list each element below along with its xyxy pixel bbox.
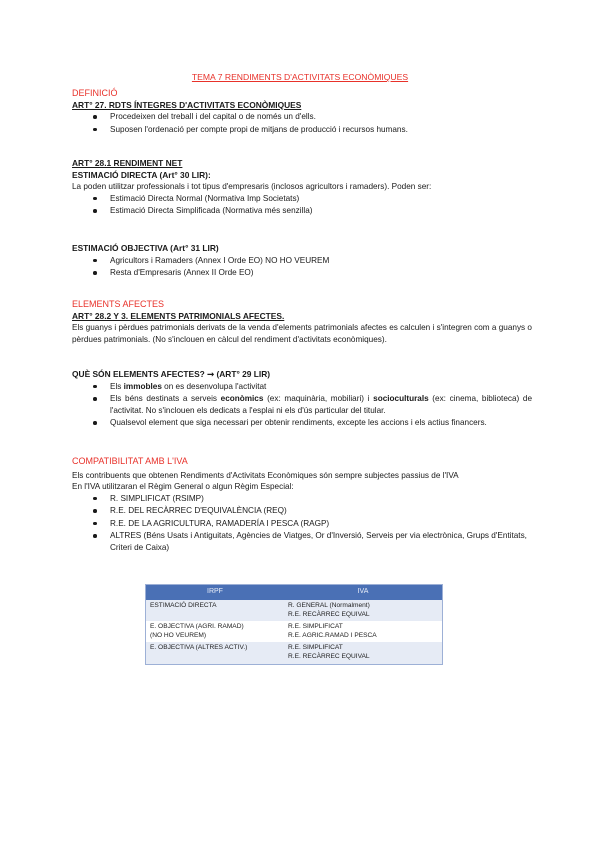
list-item: Procedeixen del treball i del capital o de només un d'ells. (72, 111, 532, 123)
estimacio-directa-text: La poden utilitzar professionals i tot tipus d'empresaris (inclosos agricultors i ramaders). Poden ser: (72, 182, 432, 191)
que-son-list (72, 381, 532, 429)
text-run: Els (110, 381, 124, 391)
cell-line: R.E. SIMPLIFICAT (288, 623, 343, 631)
list-item: R.E. DEL RECÀRREC D'EQUIVALÈNCIA (REQ) (72, 505, 532, 517)
section-rendiment-net (72, 158, 532, 218)
list-item: ALTRES (Béns Usats i Antiguitats, Agències de Viatges, Or d'Inversió, Serveis per via electrònica, Grups d'Entitats, Criteri de Caixa) (72, 530, 532, 553)
table-header-row (146, 585, 443, 601)
column-header-irpf: IRPF (146, 585, 285, 601)
text-run: Els béns destinats a serveis (110, 394, 221, 403)
que-son-title-b: (ART° 29 LIR) (216, 369, 271, 379)
elements-art-title: ART° 28.2 Y 3. ELEMENTS PATRIMONIALS AFECTES. (72, 310, 285, 321)
section-elements-afectes (72, 299, 532, 345)
list-item: Suposen l'ordenació per compte propi de mitjans de producció i recursos humans. (72, 124, 532, 136)
text-run: (ex: maquinària, mobiliari) i (263, 394, 374, 403)
table-cell: ESTIMACIÓ DIRECTA (146, 600, 285, 621)
list-item: Estimació Directa Simplificada (Normativa més senzilla) (72, 205, 532, 217)
text-run: on es desenvolupa l'activitat (161, 381, 267, 391)
que-son-title (72, 369, 532, 381)
cell-line: R.E. AGRIC.RAMAD I PESCA (288, 631, 377, 639)
table-cell: E. OBJECTIVA (ALTRES ACTIV.) (146, 642, 285, 664)
iva-regims-list (72, 493, 532, 554)
art27-title: ART° 27. RDTS ÍNTEGRES D'ACTIVITATS ECONÒMIQUES (72, 99, 302, 110)
list-item: R.E. DE LA AGRICULTURA, RAMADERÍA I PESCA (RAGP) (72, 518, 532, 530)
iva-text-1: Els contribuents que obtenen Rendiments d'Activitats Econòmiques són sempre subjectes passius de l'IVA (72, 470, 459, 480)
text-bold: immobles (123, 381, 162, 391)
section-iva (72, 456, 532, 554)
list-item (72, 393, 532, 416)
table-row (146, 600, 443, 621)
text-bold: econòmics (220, 394, 264, 403)
list-item: Estimació Directa Normal (Normativa Imp Societats) (72, 193, 532, 205)
list-item: Agricultors i Ramaders (Annex I Orde EO) NO HO VEUREM (72, 255, 532, 267)
cell-line: R. GENERAL (Normalment) (288, 602, 370, 609)
estimacio-directa-title: ESTIMACIÓ DIRECTA (Art° 30 LIR): (72, 169, 211, 180)
table-cell (284, 621, 443, 642)
section-heading-definicio: DEFINICIÓ (72, 88, 118, 98)
elements-text: Els guanys i pèrdues patrimonials derivats de la venda d'elements patrimonials afectes es calculen i s'integren com a guanys o pèrdues patrimonials. (No s'inclouen en càlcul del rendiment d'activitats econòmiques). (72, 323, 532, 344)
irpf-iva-table (145, 584, 443, 665)
table-row (146, 621, 443, 642)
art28-title: ART° 28.1 RENDIMENT NET (72, 158, 183, 168)
iva-text-2: En l'IVA utilitzaran el Règim General o algun Règim Especial: (72, 482, 294, 491)
estimacio-directa-list (72, 193, 532, 217)
art27-list (72, 111, 532, 135)
cell-line: E. OBJECTIVA (AGRI. RAMAD) (150, 623, 244, 631)
que-son-title-a: QUÈ SÓN ELEMENTS AFECTES? (72, 369, 205, 379)
section-heading-elements: ELEMENTS AFECTES (72, 299, 165, 309)
section-que-son (72, 369, 532, 430)
estimacio-objectiva-list (72, 255, 532, 279)
text-run: (ex: cinema, biblioteca) de l'activitat. No s'inclouen els dedicats a l'esplai ni els d'ús particular del titular. (110, 394, 532, 415)
column-header-iva: IVA (284, 585, 443, 601)
list-item: R. SIMPLIFICAT (RSIMP) (72, 493, 532, 505)
document-title: TEMA 7 RENDIMENTS D'ACTIVITATS ECONÒMIQUES (191, 72, 409, 82)
list-item: Qualsevol element que siga necessari per obtenir rendiments, excepte les accions i els actius financers. (72, 417, 532, 429)
section-estimacio-objectiva (72, 243, 532, 280)
cell-line: R.E. SIMPLIFICAT (288, 644, 343, 652)
cell-line: (NO HO VEUREM) (150, 631, 207, 639)
table-cell (146, 621, 285, 642)
list-item (72, 381, 532, 393)
section-definicio (72, 88, 532, 136)
table-row (146, 642, 443, 664)
cell-line: R.E. RECÀRREC EQUIVAL (288, 652, 370, 660)
estimacio-objectiva-title: ESTIMACIÓ OBJECTIVA (Art° 31 LIR) (72, 243, 219, 253)
arrow-right-icon: ➞ (207, 369, 215, 379)
text-bold: socioculturals (373, 394, 429, 403)
table-cell (284, 642, 443, 664)
cell-line: R.E. RECÀRREC EQUIVAL (288, 610, 370, 618)
list-item: Resta d'Empresaris (Annex II Orde EO) (72, 267, 532, 279)
table-cell (284, 600, 443, 621)
section-heading-iva: COMPATIBILITAT AMB L'IVA (72, 456, 188, 466)
